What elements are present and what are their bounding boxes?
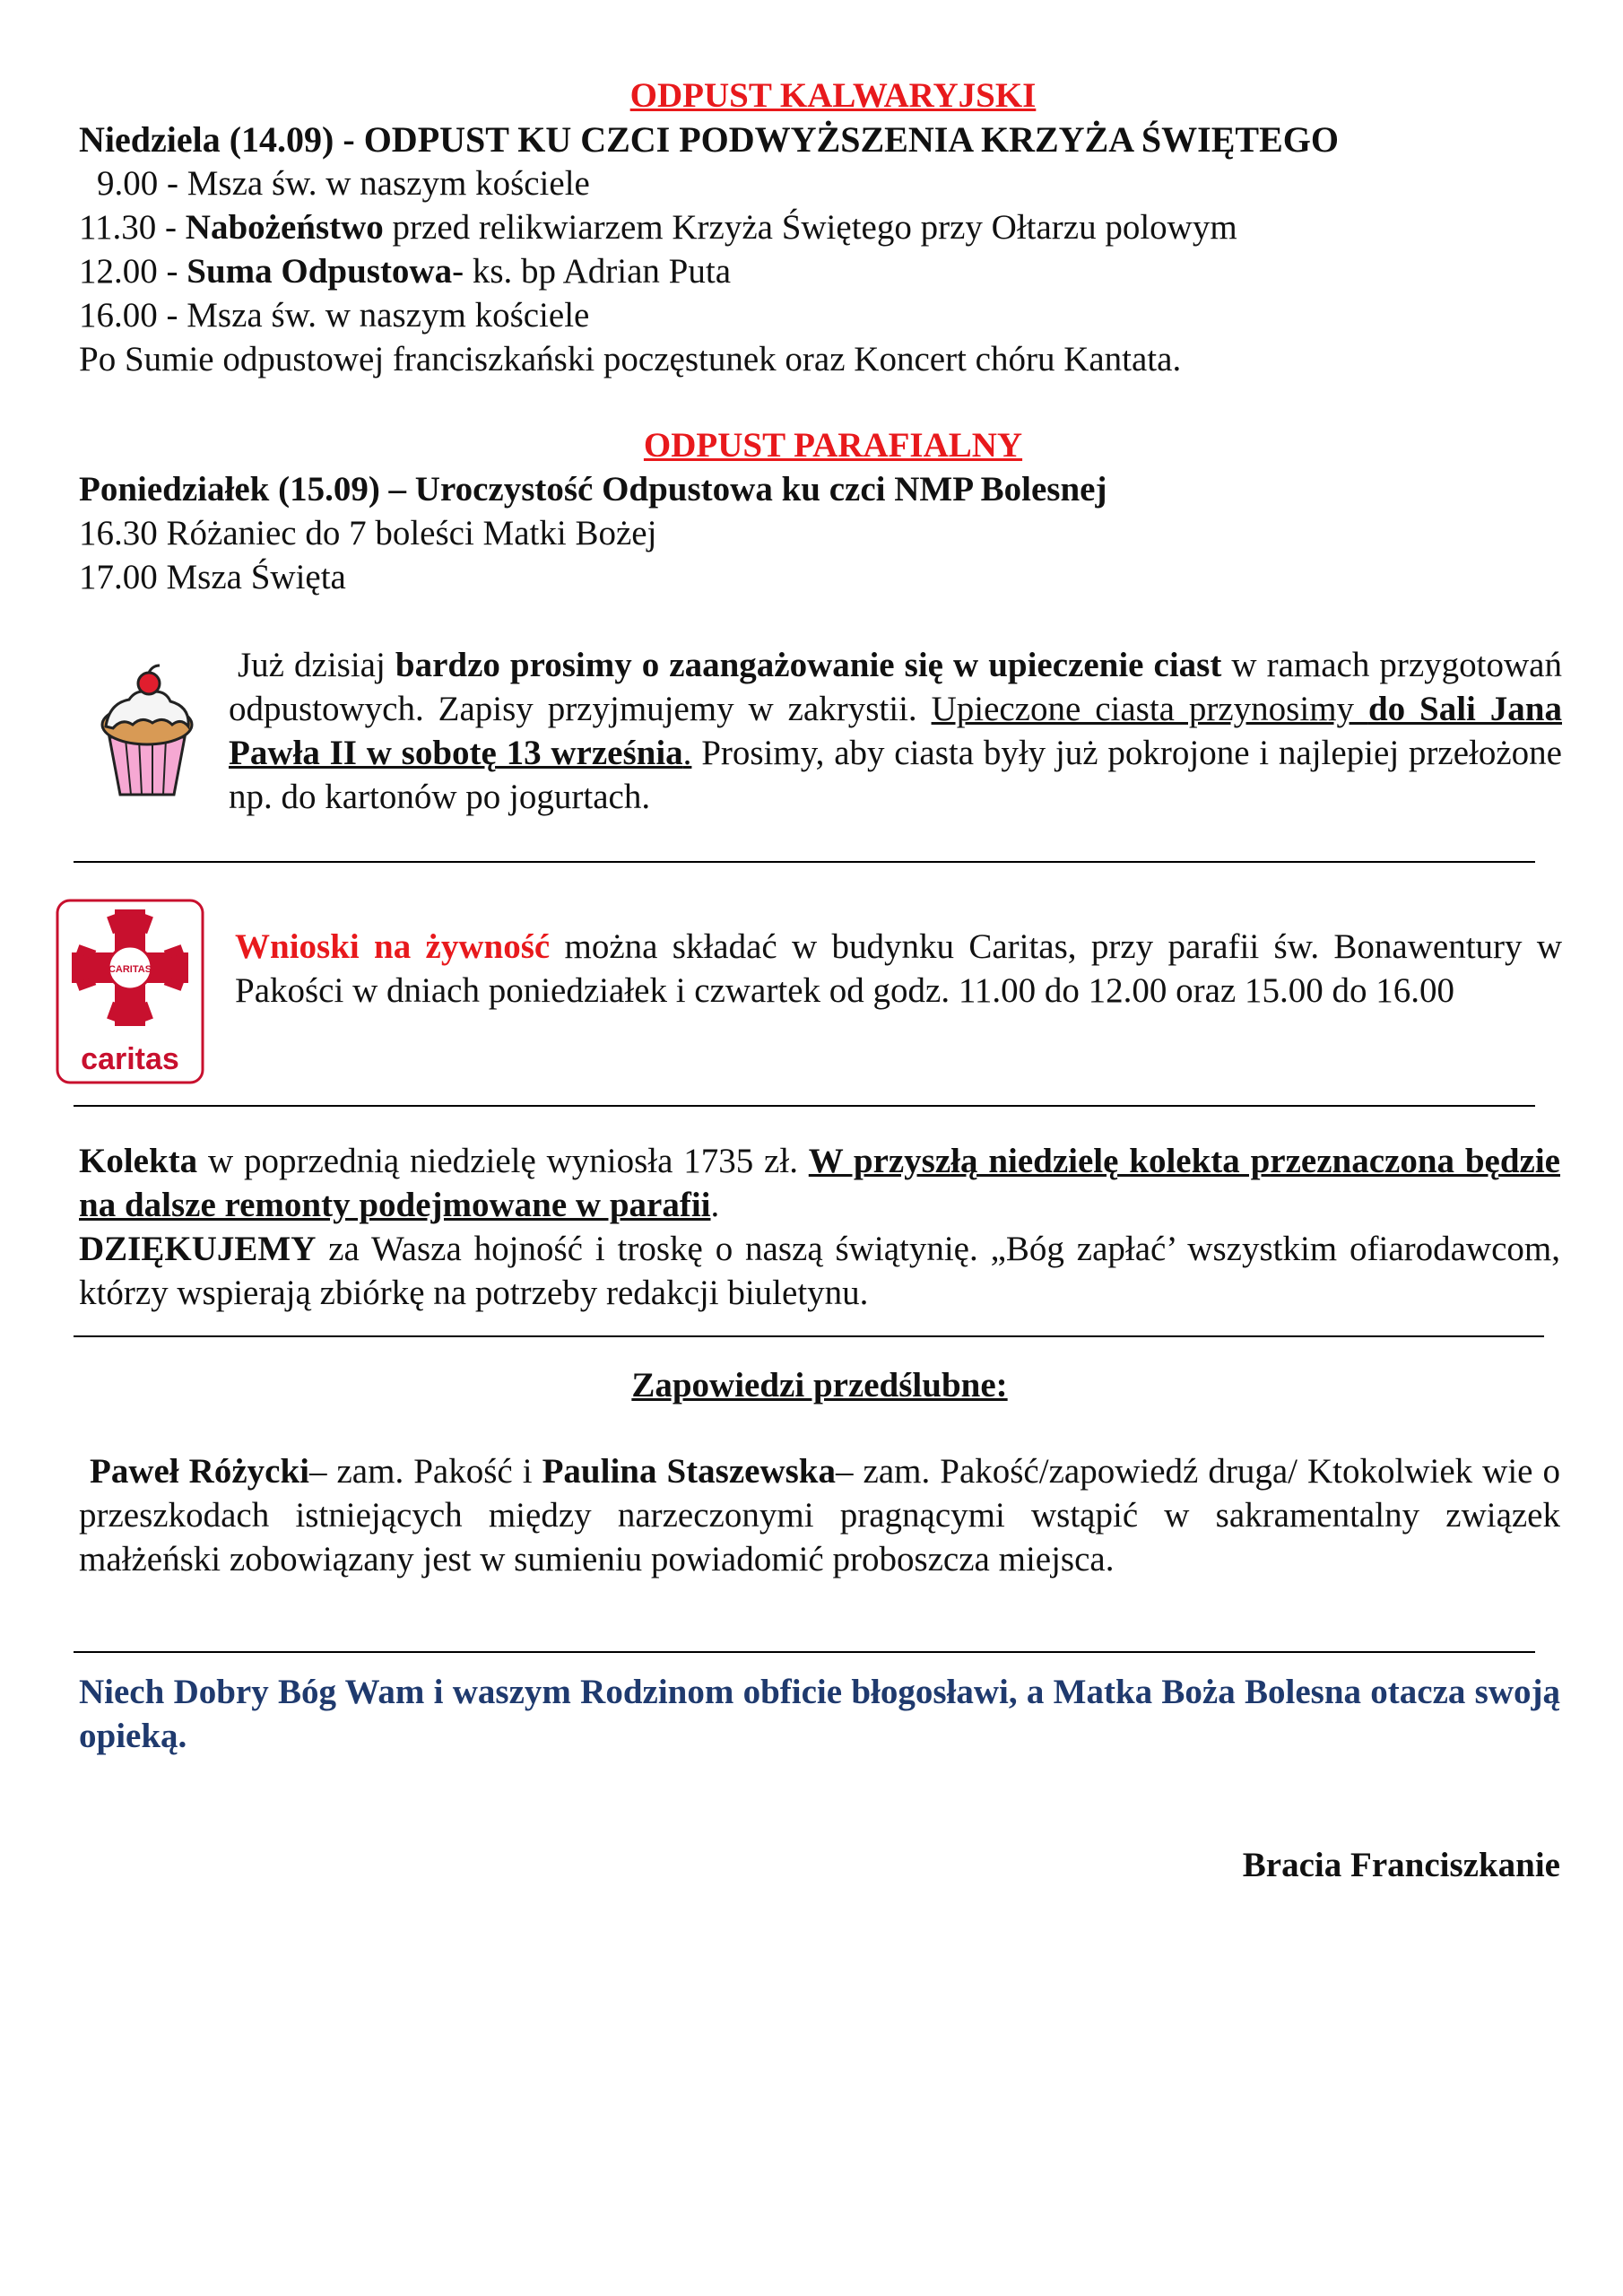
odpust-parafialny-section: [79, 423, 1560, 599]
section-title: ODPUST PARAFIALNY: [643, 426, 1023, 465]
schedule-line: Po Sumie odpustowej franciszkański poczęstunek oraz Koncert chóru Kantata.: [79, 340, 1182, 378]
caritas-paragraph: Wnioski na żywność można składać w budynku Caritas, przy parafii św. Bonawentury w Pakości w dniach poniedziałek i czwartek od godz. 11.00 do 12.00 oraz 15.00 do 16.00: [235, 927, 1562, 1010]
section-heading: Poniedziałek (15.09) – Uroczystość Odpustowa ku czci NMP Bolesnej: [79, 470, 1107, 509]
section-heading: Niedziela (14.09) - ODPUST KU CZCI PODWYŻSZENIA KRZYŻA ŚWIĘTEGO: [79, 119, 1339, 160]
ciasta-paragraph: Już dzisiaj bardzo prosimy o zaangażowanie się w upieczenie ciast w ramach przygotowań odpustowych. Zapisy przyjmujemy w zakrystii. Upieczone ciasta przynosimy do Sali Jana Pawła II w sobotę 13 września. Prosimy, aby ciasta były już pokrojone i najlepiej przełożone np. do kartonów po jogurtach.: [229, 646, 1562, 816]
dziekujemy-paragraph: DZIĘKUJEMY za Wasza hojność i troskę o naszą świątynię. „Bóg zapłać’ wszystkim ofiarodawcom, którzy wspierają zbiórkę na potrzeby redakcji biuletynu.: [79, 1230, 1560, 1312]
zapowiedzi-title: Zapowiedzi przedślubne:: [631, 1366, 1008, 1405]
schedule-line: 12.00 - Suma Odpustowa- ks. bp Adrian Puta: [79, 252, 732, 291]
schedule-line: 16.00 - Msza św. w naszym kościele: [79, 296, 590, 335]
blessing-text: Niech Dobry Bóg Wam i waszym Rodzinom obficie błogosławi, a Matka Boża Bolesna otacza swoją opieką.: [79, 1673, 1560, 1755]
divider: [74, 1335, 1544, 1337]
schedule-line: 11.30 - Nabożeństwo przed relikwiarzem Krzyża Świętego przy Ołtarzu polowym: [79, 208, 1237, 247]
divider: [74, 1105, 1535, 1107]
caritas-logo-text: caritas: [81, 1042, 179, 1076]
divider: [74, 861, 1535, 863]
kolekta-paragraph: Kolekta w poprzednią niedzielę wyniosła 1735 zł. W przyszłą niedzielę kolekta przeznaczona będzie na dalsze remonty podejmowane w parafii.: [79, 1142, 1560, 1224]
svg-text:CARITAS: CARITAS: [108, 964, 152, 975]
schedule-line: 17.00 Msza Święta: [79, 558, 346, 596]
schedule-line: 16.30 Różaniec do 7 boleści Matki Bożej: [79, 514, 657, 552]
section-title: ODPUST KALWARYJSKI: [629, 76, 1037, 115]
caritas-logo: [56, 899, 204, 1084]
signature: Bracia Franciszkanie: [1242, 1846, 1560, 1884]
schedule-line: 9.00 - Msza św. w naszym kościele: [97, 164, 590, 203]
zapowiedzi-paragraph: Paweł Różycki– zam. Pakość i Paulina Staszewska– zam. Pakość/zapowiedź druga/ Ktokolwiek wie o przeszkodach istniejących między narzeczonymi pragnącymi wstąpić w sakramentalny związek małżeński zobowiązany jest w sumieniu powiadomić proboszcza miejsca.: [79, 1452, 1560, 1578]
cupcake-icon: [97, 664, 197, 798]
odpust-kalwaryjski-section: [79, 74, 1560, 381]
divider: [74, 1651, 1535, 1653]
